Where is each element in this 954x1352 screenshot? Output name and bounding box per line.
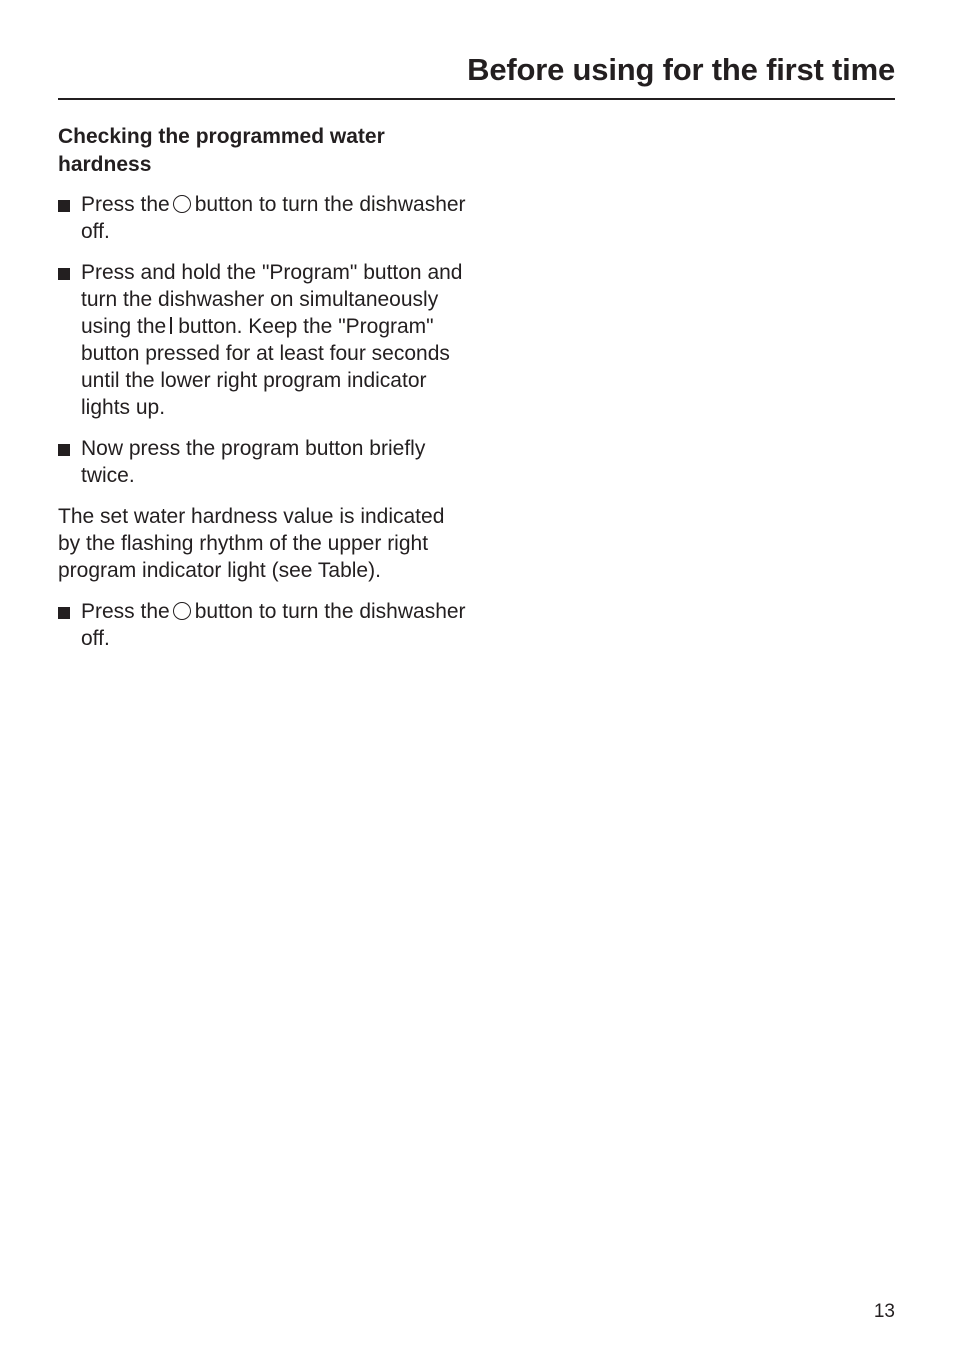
page-header [58, 50, 895, 100]
square-bullet-icon [58, 444, 70, 456]
step-hold-program [58, 259, 468, 421]
step-press-twice [58, 435, 468, 489]
step-turn-off-final [58, 598, 468, 652]
step-text-before-icon: Press and hold the "Program" button and turn the dishwasher on simultaneously using the [81, 261, 463, 338]
step-turn-off [58, 191, 468, 245]
step-text-after-icon: button. Keep the "Program" button pressed for at least four seconds until the lower right program indicator lights up. [81, 315, 450, 419]
step-text: Now press the program button briefly twice. [81, 437, 426, 487]
step-text-after-icon: button to turn the dishwasher off. [81, 193, 466, 243]
step-text-before-icon: Press the [81, 600, 170, 623]
step-text-before-icon: Press the [81, 193, 170, 216]
square-bullet-icon [58, 607, 70, 619]
section-heading: Checking the programmed water hardness [58, 125, 385, 176]
page-title: Before using for the first time [467, 52, 895, 87]
square-bullet-icon [58, 268, 70, 280]
power-off-circle-icon [173, 602, 191, 620]
page-number: 13 [873, 1301, 895, 1322]
info-paragraph: The set water hardness value is indicated by the flashing rhythm of the upper right program indicator light (see Table). [58, 505, 445, 582]
square-bullet-icon [58, 200, 70, 212]
main-content [58, 123, 468, 666]
power-off-circle-icon [173, 195, 191, 213]
power-on-bar-icon [170, 317, 172, 334]
step-text-after-icon: button to turn the dishwasher off. [81, 600, 466, 650]
